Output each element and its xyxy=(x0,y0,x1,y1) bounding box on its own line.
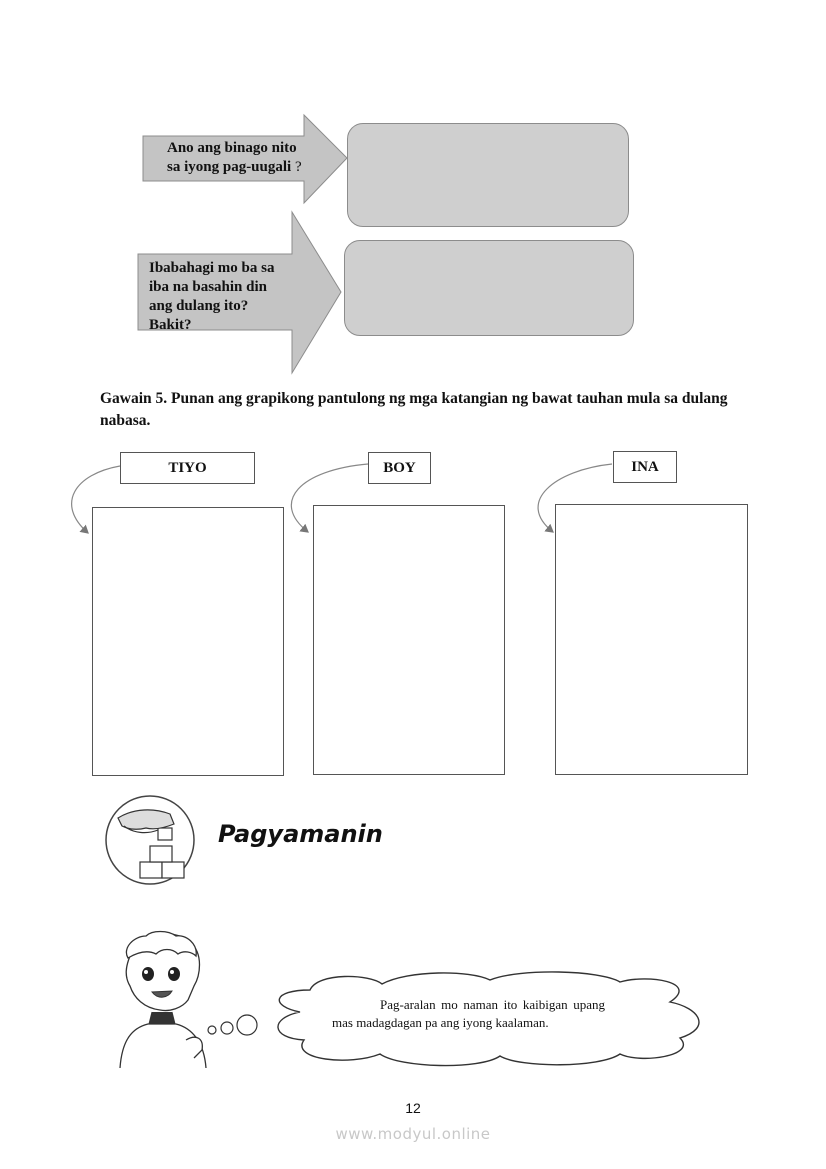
section-title: Pagyamanin xyxy=(218,820,383,848)
question-why-changed xyxy=(167,139,307,177)
speech-text: Pag-aralan mo naman ito kaibigan upang mas madagdagan pa ang iyong kaalaman. xyxy=(332,997,605,1030)
question-2-line-3: ang dulang ito? xyxy=(149,298,249,314)
label-boy: BOY xyxy=(368,452,431,484)
question-2-line-1: Ibabahagi mo ba sa xyxy=(149,260,275,276)
question-1-line-2: sa iyong pag-uugali ? xyxy=(167,159,302,175)
watermark: www.modyul.online xyxy=(335,1125,491,1143)
label-ina: INA xyxy=(613,451,677,483)
boy-illustration xyxy=(112,928,212,1070)
question-1-line-1: Ano ang binago nito xyxy=(167,140,297,156)
label-tiyo: TIYO xyxy=(120,452,255,484)
question-2-line-4: Bakit? xyxy=(149,317,192,330)
trait-box-ina[interactable] xyxy=(555,504,748,775)
answer-box-2[interactable] xyxy=(344,240,634,336)
question-share xyxy=(149,259,299,330)
page-number: 12 xyxy=(405,1100,421,1116)
stacking-blocks-icon xyxy=(104,794,196,886)
trait-box-tiyo[interactable] xyxy=(92,507,284,776)
answer-box-1[interactable] xyxy=(347,123,629,227)
trait-box-boy[interactable] xyxy=(313,505,505,775)
question-2-line-2: iba na basahin din xyxy=(149,279,267,295)
gawain-instruction: Gawain 5. Punan ang grapikong pantulong ng mga katangian ng bawat tauhan mula sa dulang nabasa. xyxy=(100,390,728,429)
